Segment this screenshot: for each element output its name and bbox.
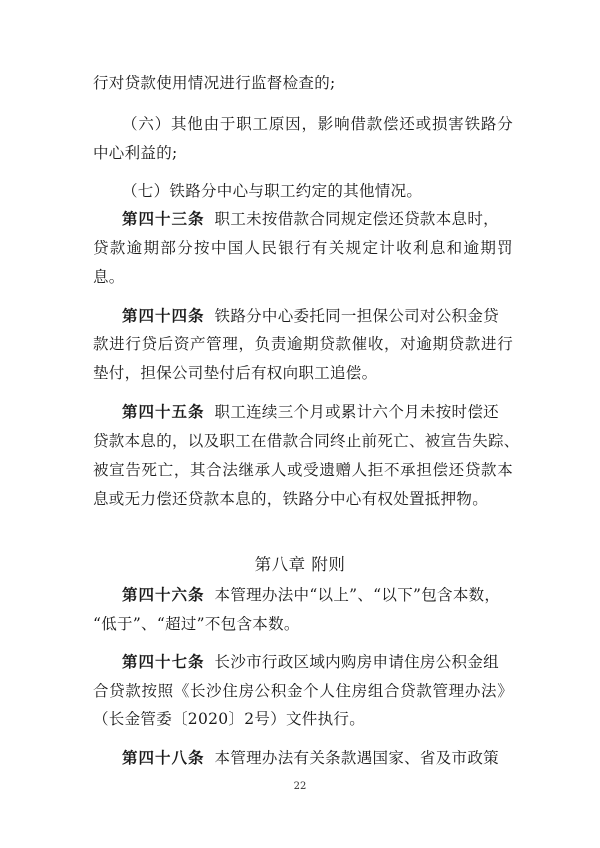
line-text: 贷款逾期部分按中国人民银行有关规定计收利息和逾期罚 <box>93 239 513 257</box>
text-line <box>93 489 513 509</box>
line-text: 长沙市行政区域内购房申请住房公积金组 <box>214 653 499 671</box>
line-text: 行对贷款使用情况进行监督检查的; <box>93 74 336 92</box>
text-line <box>93 681 513 701</box>
article-48-line <box>122 748 542 768</box>
article-47-line <box>122 652 542 672</box>
text-line <box>122 181 542 201</box>
line-text: “低于”、“超过”不包含本数。 <box>93 615 300 633</box>
article-label: 第四十六条 <box>122 586 205 604</box>
line-text: 息。 <box>93 268 125 286</box>
text-line <box>93 143 513 163</box>
line-text: 职工连续三个月或累计六个月未按时偿还 <box>214 403 499 421</box>
line-text: 款进行贷后资产管理，负责逾期贷款催收，对逾期贷款进行 <box>93 335 513 353</box>
line-text: 垫付，担保公司垫付后有权向职工追偿。 <box>93 364 378 382</box>
text-line <box>93 238 513 258</box>
article-label: 第四十四条 <box>122 307 205 325</box>
line-text: 合贷款按照《长沙住房公积金个人住房组合贷款管理办法》 <box>93 682 513 700</box>
text-line <box>93 431 520 451</box>
line-text: 中心利益的; <box>93 144 178 162</box>
article-44-line <box>122 306 542 326</box>
article-label: 第四十五条 <box>122 403 205 421</box>
page-number: 22 <box>293 781 307 792</box>
line-text: 本管理办法有关条款遇国家、省及市政策 <box>214 749 499 767</box>
text-line <box>93 709 513 729</box>
article-label: 第四十三条 <box>122 210 205 228</box>
line-text: 被宣告死亡，其合法继承人或受遗赠人拒不承担偿还贷款本 <box>93 461 513 479</box>
line-text: （七）铁路分中心与职工约定的其他情况。 <box>122 182 423 200</box>
line-text: 职工未按借款合同规定偿还贷款本息时， <box>214 210 499 228</box>
text-line <box>93 334 513 354</box>
text-line <box>93 614 513 634</box>
line-text: 铁路分中心委托同一担保公司对公积金贷 <box>214 307 499 325</box>
text-line <box>93 267 513 287</box>
article-43-line <box>122 209 542 229</box>
line-text: （长金管委〔2020〕2号）文件执行。 <box>93 710 366 728</box>
line-text: 本管理办法中“以上”、“以下”包含本数， <box>214 586 501 604</box>
text-line <box>93 460 513 480</box>
article-label: 第四十七条 <box>122 653 205 671</box>
article-46-line <box>122 585 542 605</box>
line-text: 贷款本息的，以及职工在借款合同终止前死亡、被宣告失踪、 <box>93 432 520 450</box>
article-45-line <box>122 402 542 422</box>
line-text: （六）其他由于职工原因，影响借款偿还或损害铁路分 <box>122 115 513 133</box>
text-line <box>93 363 513 383</box>
article-label: 第四十八条 <box>122 749 205 767</box>
text-line <box>122 114 513 134</box>
text-line <box>93 73 513 93</box>
line-text: 息或无力偿还贷款本息的，铁路分中心有权处置抵押物。 <box>93 490 489 508</box>
chapter-heading: 第八章 附则 <box>254 555 346 574</box>
